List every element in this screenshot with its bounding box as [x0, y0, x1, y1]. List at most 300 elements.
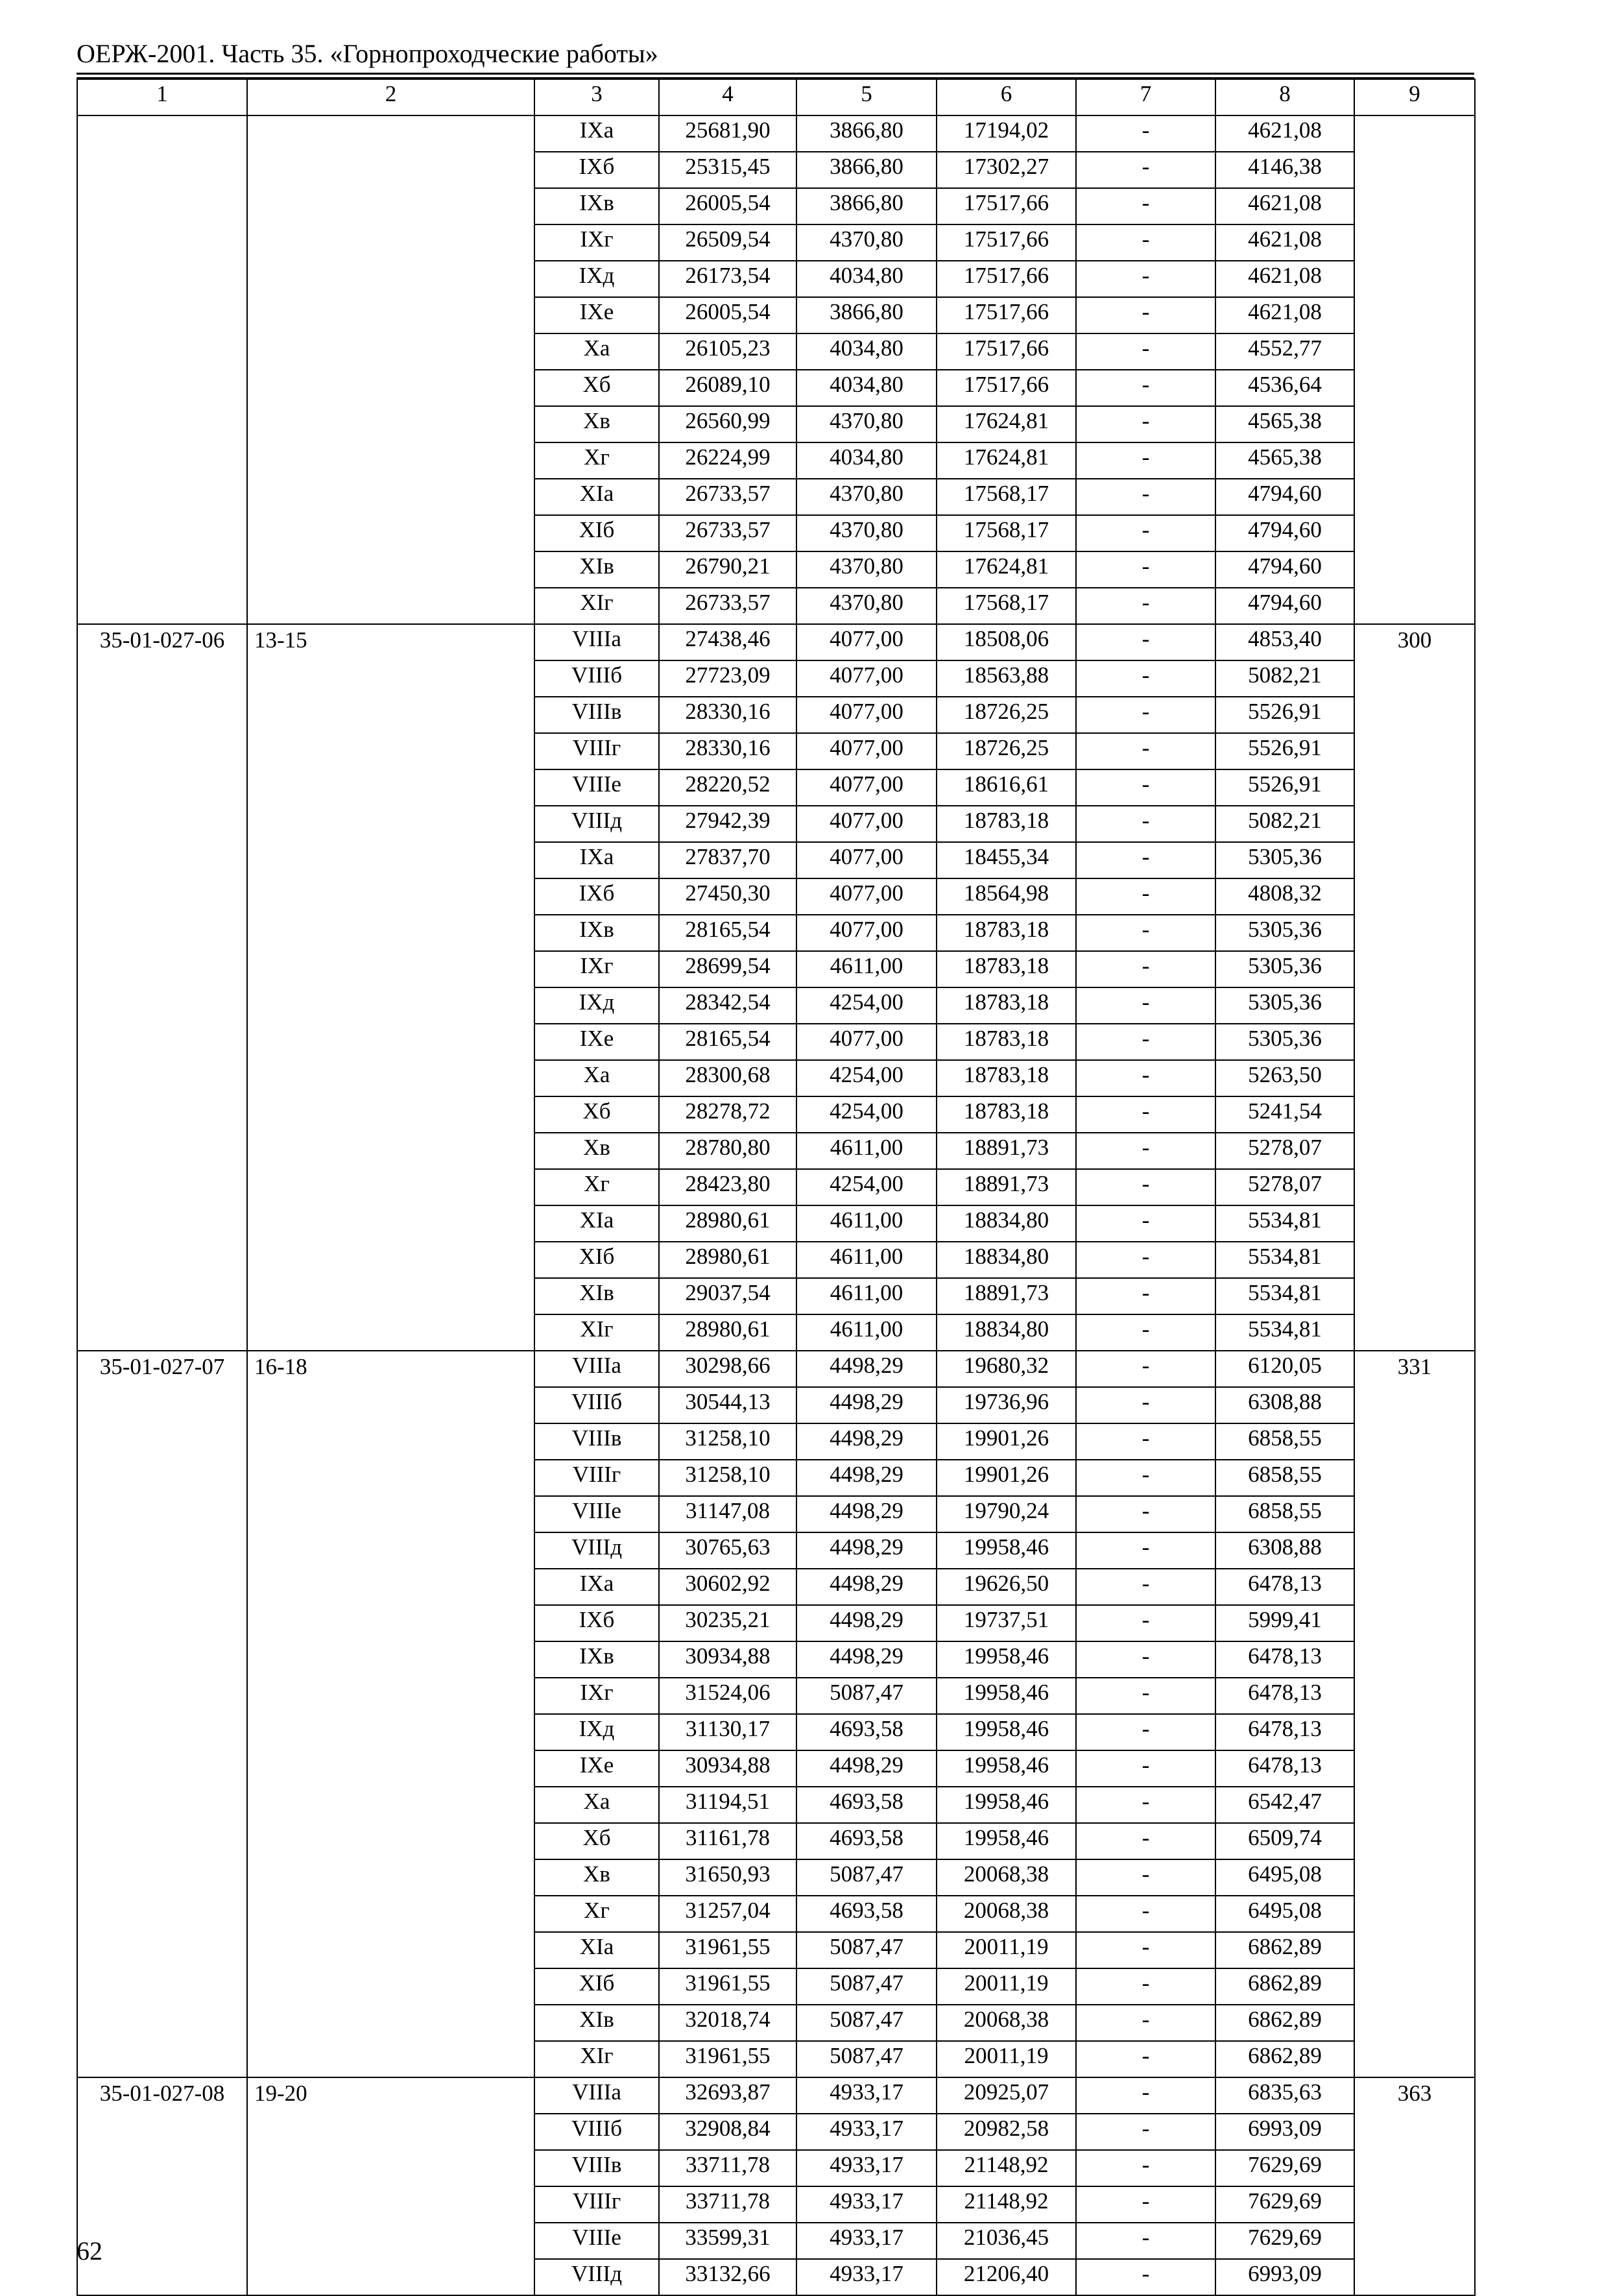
machine-cost-cell: 18616,61 — [937, 769, 1076, 806]
drivers-wage-cell: - — [1076, 588, 1215, 624]
labor-cost-cell: 4077,00 — [796, 769, 937, 806]
drivers-wage-cell: - — [1076, 115, 1215, 152]
materials-cost-cell: 4621,08 — [1215, 261, 1354, 297]
labor-cost-cell: 5087,47 — [796, 2041, 937, 2077]
category-cell: IXб — [534, 152, 659, 188]
machine-cost-cell: 18783,18 — [937, 987, 1076, 1024]
total-cost-cell: 27450,30 — [659, 878, 796, 915]
table-row — [77, 115, 1475, 152]
materials-cost-cell: 5534,81 — [1215, 1205, 1354, 1242]
labor-cost-cell: 4498,29 — [796, 1460, 937, 1496]
materials-cost-cell: 4621,08 — [1215, 297, 1354, 333]
total-cost-cell: 32693,87 — [659, 2077, 796, 2114]
labor-cost-cell: 4933,17 — [796, 2186, 937, 2223]
materials-cost-cell: 5082,21 — [1215, 660, 1354, 697]
machine-cost-cell: 18783,18 — [937, 915, 1076, 951]
total-cost-cell: 31524,06 — [659, 1678, 796, 1714]
total-cost-cell: 25315,45 — [659, 152, 796, 188]
labor-cost-cell: 4498,29 — [796, 1750, 937, 1787]
category-cell: Xб — [534, 1096, 659, 1133]
materials-cost-cell: 5534,81 — [1215, 1314, 1354, 1351]
category-cell: VIIIг — [534, 733, 659, 769]
drivers-wage-cell: - — [1076, 1060, 1215, 1096]
labor-cost-cell: 4611,00 — [796, 1314, 937, 1351]
labor-cost-cell: 5087,47 — [796, 1968, 937, 2005]
materials-cost-cell: 6495,08 — [1215, 1896, 1354, 1932]
drivers-wage-cell: - — [1076, 1024, 1215, 1060]
category-cell: XIа — [534, 1932, 659, 1968]
category-cell: Xг — [534, 442, 659, 479]
materials-cost-cell: 6120,05 — [1215, 1351, 1354, 1387]
machine-cost-cell: 19958,46 — [937, 1714, 1076, 1750]
drivers-wage-cell: - — [1076, 915, 1215, 951]
labor-cost-cell: 4611,00 — [796, 1205, 937, 1242]
drivers-wage-cell: - — [1076, 370, 1215, 406]
total-cost-cell: 26224,99 — [659, 442, 796, 479]
materials-cost-cell: 4794,60 — [1215, 588, 1354, 624]
column-number: 3 — [534, 79, 659, 115]
drivers-wage-cell: - — [1076, 1750, 1215, 1787]
labor-cost-cell: 4611,00 — [796, 1242, 937, 1278]
rate-code: 35-01-027-06 — [77, 624, 247, 1351]
rate-code: 35-01-027-08 — [77, 2077, 247, 2295]
category-cell: Xа — [534, 333, 659, 370]
total-cost-cell: 26733,57 — [659, 588, 796, 624]
labor-cost-cell: 4693,58 — [796, 1787, 937, 1823]
labor-cost-cell: 4933,17 — [796, 2259, 937, 2295]
category-cell: VIIIа — [534, 2077, 659, 2114]
category-cell: IXг — [534, 1678, 659, 1714]
category-cell: VIIIд — [534, 2259, 659, 2295]
total-cost-cell: 28220,52 — [659, 769, 796, 806]
materials-cost-cell: 5526,91 — [1215, 769, 1354, 806]
labor-cost-cell: 4077,00 — [796, 624, 937, 660]
materials-cost-cell: 4794,60 — [1215, 551, 1354, 588]
labor-cost-cell: 4498,29 — [796, 1569, 937, 1605]
column-number: 6 — [937, 79, 1076, 115]
drivers-wage-cell: - — [1076, 2041, 1215, 2077]
total-cost-cell: 28342,54 — [659, 987, 796, 1024]
total-cost-cell: 30235,21 — [659, 1605, 796, 1641]
labor-cost-cell: 4370,80 — [796, 479, 937, 515]
drivers-wage-cell: - — [1076, 442, 1215, 479]
labor-cost-cell: 4034,80 — [796, 442, 937, 479]
category-cell: XIг — [534, 1314, 659, 1351]
materials-cost-cell: 4853,40 — [1215, 624, 1354, 660]
category-cell: IXб — [534, 878, 659, 915]
drivers-wage-cell: - — [1076, 1351, 1215, 1387]
rate-extra: 363 — [1354, 2077, 1475, 2295]
drivers-wage-cell: - — [1076, 842, 1215, 878]
total-cost-cell: 28330,16 — [659, 733, 796, 769]
total-cost-cell: 31258,10 — [659, 1423, 796, 1460]
materials-cost-cell: 5305,36 — [1215, 842, 1354, 878]
total-cost-cell: 28980,61 — [659, 1314, 796, 1351]
materials-cost-cell: 6993,09 — [1215, 2114, 1354, 2150]
labor-cost-cell: 4611,00 — [796, 1133, 937, 1169]
machine-cost-cell: 19901,26 — [937, 1423, 1076, 1460]
materials-cost-cell: 7629,69 — [1215, 2186, 1354, 2223]
category-cell: XIб — [534, 1242, 659, 1278]
labor-cost-cell: 4077,00 — [796, 806, 937, 842]
labor-cost-cell: 3866,80 — [796, 188, 937, 224]
labor-cost-cell: 3866,80 — [796, 152, 937, 188]
category-cell: XIв — [534, 2005, 659, 2041]
category-cell: Xг — [534, 1896, 659, 1932]
total-cost-cell: 33599,31 — [659, 2223, 796, 2259]
materials-cost-cell: 5534,81 — [1215, 1278, 1354, 1314]
table-row — [77, 624, 1475, 660]
labor-cost-cell: 4034,80 — [796, 370, 937, 406]
machine-cost-cell: 17517,66 — [937, 297, 1076, 333]
materials-cost-cell: 4794,60 — [1215, 515, 1354, 551]
category-cell: Xг — [534, 1169, 659, 1205]
total-cost-cell: 27438,46 — [659, 624, 796, 660]
labor-cost-cell: 4077,00 — [796, 660, 937, 697]
total-cost-cell: 28423,80 — [659, 1169, 796, 1205]
drivers-wage-cell: - — [1076, 624, 1215, 660]
category-cell: IXе — [534, 297, 659, 333]
drivers-wage-cell: - — [1076, 2223, 1215, 2259]
total-cost-cell: 29037,54 — [659, 1278, 796, 1314]
total-cost-cell: 28980,61 — [659, 1205, 796, 1242]
machine-cost-cell: 18783,18 — [937, 1024, 1076, 1060]
machine-cost-cell: 19958,46 — [937, 1641, 1076, 1678]
labor-cost-cell: 5087,47 — [796, 1932, 937, 1968]
labor-cost-cell: 5087,47 — [796, 1859, 937, 1896]
category-cell: VIIIд — [534, 1532, 659, 1569]
machine-cost-cell: 17517,66 — [937, 333, 1076, 370]
materials-cost-cell: 5999,41 — [1215, 1605, 1354, 1641]
materials-cost-cell: 6478,13 — [1215, 1641, 1354, 1678]
machine-cost-cell: 17194,02 — [937, 115, 1076, 152]
total-cost-cell: 31130,17 — [659, 1714, 796, 1750]
machine-cost-cell: 21206,40 — [937, 2259, 1076, 2295]
machine-cost-cell: 17517,66 — [937, 224, 1076, 261]
machine-cost-cell: 18455,34 — [937, 842, 1076, 878]
total-cost-cell: 26733,57 — [659, 515, 796, 551]
total-cost-cell: 26790,21 — [659, 551, 796, 588]
labor-cost-cell: 4498,29 — [796, 1423, 937, 1460]
machine-cost-cell: 20982,58 — [937, 2114, 1076, 2150]
column-number: 9 — [1354, 79, 1475, 115]
category-cell: VIIIа — [534, 1351, 659, 1387]
drivers-wage-cell: - — [1076, 1460, 1215, 1496]
machine-cost-cell: 21036,45 — [937, 2223, 1076, 2259]
header-rule — [77, 73, 1474, 75]
column-number: 1 — [77, 79, 247, 115]
rate-range: 19-20 — [247, 2077, 534, 2295]
machine-cost-cell: 18783,18 — [937, 951, 1076, 987]
total-cost-cell: 25681,90 — [659, 115, 796, 152]
drivers-wage-cell: - — [1076, 1787, 1215, 1823]
total-cost-cell: 28165,54 — [659, 1024, 796, 1060]
machine-cost-cell: 19958,46 — [937, 1532, 1076, 1569]
total-cost-cell: 31650,93 — [659, 1859, 796, 1896]
drivers-wage-cell: - — [1076, 188, 1215, 224]
materials-cost-cell: 6478,13 — [1215, 1714, 1354, 1750]
machine-cost-cell: 18783,18 — [937, 1096, 1076, 1133]
materials-cost-cell: 5526,91 — [1215, 697, 1354, 733]
drivers-wage-cell: - — [1076, 1387, 1215, 1423]
total-cost-cell: 27942,39 — [659, 806, 796, 842]
labor-cost-cell: 4254,00 — [796, 1169, 937, 1205]
table-row — [77, 2077, 1475, 2114]
labor-cost-cell: 4498,29 — [796, 1496, 937, 1532]
machine-cost-cell: 20011,19 — [937, 1932, 1076, 1968]
drivers-wage-cell: - — [1076, 2005, 1215, 2041]
total-cost-cell: 31961,55 — [659, 1968, 796, 2005]
drivers-wage-cell: - — [1076, 297, 1215, 333]
materials-cost-cell: 5305,36 — [1215, 1024, 1354, 1060]
rates-table — [77, 79, 1476, 2296]
drivers-wage-cell: - — [1076, 1532, 1215, 1569]
machine-cost-cell: 18783,18 — [937, 806, 1076, 842]
table-row — [77, 1351, 1475, 1387]
drivers-wage-cell: - — [1076, 261, 1215, 297]
total-cost-cell: 26005,54 — [659, 297, 796, 333]
category-cell: IXе — [534, 1024, 659, 1060]
materials-cost-cell: 6509,74 — [1215, 1823, 1354, 1859]
page-number: 62 — [77, 2236, 102, 2266]
category-cell: Xв — [534, 1859, 659, 1896]
labor-cost-cell: 5087,47 — [796, 2005, 937, 2041]
machine-cost-cell: 18508,06 — [937, 624, 1076, 660]
category-cell: IXв — [534, 188, 659, 224]
machine-cost-cell: 20925,07 — [937, 2077, 1076, 2114]
machine-cost-cell: 19901,26 — [937, 1460, 1076, 1496]
machine-cost-cell: 19958,46 — [937, 1787, 1076, 1823]
materials-cost-cell: 5278,07 — [1215, 1133, 1354, 1169]
labor-cost-cell: 4933,17 — [796, 2077, 937, 2114]
drivers-wage-cell: - — [1076, 806, 1215, 842]
labor-cost-cell: 4693,58 — [796, 1823, 937, 1859]
total-cost-cell: 28980,61 — [659, 1242, 796, 1278]
labor-cost-cell: 5087,47 — [796, 1678, 937, 1714]
machine-cost-cell: 18891,73 — [937, 1169, 1076, 1205]
machine-cost-cell: 20068,38 — [937, 1896, 1076, 1932]
machine-cost-cell: 18783,18 — [937, 1060, 1076, 1096]
category-cell: IXе — [534, 1750, 659, 1787]
category-cell: IXд — [534, 261, 659, 297]
materials-cost-cell: 5082,21 — [1215, 806, 1354, 842]
labor-cost-cell: 4498,29 — [796, 1605, 937, 1641]
labor-cost-cell: 4370,80 — [796, 588, 937, 624]
total-cost-cell: 31161,78 — [659, 1823, 796, 1859]
labor-cost-cell: 4077,00 — [796, 733, 937, 769]
drivers-wage-cell: - — [1076, 2186, 1215, 2223]
machine-cost-cell: 21148,92 — [937, 2186, 1076, 2223]
labor-cost-cell: 4933,17 — [796, 2223, 937, 2259]
category-cell: IXг — [534, 224, 659, 261]
labor-cost-cell: 3866,80 — [796, 297, 937, 333]
machine-cost-cell: 20011,19 — [937, 1968, 1076, 2005]
total-cost-cell: 30602,92 — [659, 1569, 796, 1605]
total-cost-cell: 32908,84 — [659, 2114, 796, 2150]
materials-cost-cell: 4621,08 — [1215, 188, 1354, 224]
category-cell: VIIIа — [534, 624, 659, 660]
materials-cost-cell: 6862,89 — [1215, 1968, 1354, 2005]
rate-range: 13-15 — [247, 624, 534, 1351]
drivers-wage-cell: - — [1076, 1569, 1215, 1605]
machine-cost-cell: 19958,46 — [937, 1678, 1076, 1714]
total-cost-cell: 32018,74 — [659, 2005, 796, 2041]
rate-extra — [1354, 115, 1475, 624]
drivers-wage-cell: - — [1076, 1133, 1215, 1169]
drivers-wage-cell: - — [1076, 1678, 1215, 1714]
materials-cost-cell: 6478,13 — [1215, 1569, 1354, 1605]
labor-cost-cell: 4498,29 — [796, 1532, 937, 1569]
drivers-wage-cell: - — [1076, 1932, 1215, 1968]
total-cost-cell: 28165,54 — [659, 915, 796, 951]
column-number: 8 — [1215, 79, 1354, 115]
machine-cost-cell: 20011,19 — [937, 2041, 1076, 2077]
labor-cost-cell: 4370,80 — [796, 551, 937, 588]
materials-cost-cell: 6858,55 — [1215, 1460, 1354, 1496]
category-cell: IXа — [534, 115, 659, 152]
machine-cost-cell: 19958,46 — [937, 1823, 1076, 1859]
drivers-wage-cell: - — [1076, 515, 1215, 551]
labor-cost-cell: 4693,58 — [796, 1714, 937, 1750]
total-cost-cell: 28300,68 — [659, 1060, 796, 1096]
drivers-wage-cell: - — [1076, 1314, 1215, 1351]
drivers-wage-cell: - — [1076, 660, 1215, 697]
materials-cost-cell: 4565,38 — [1215, 442, 1354, 479]
drivers-wage-cell: - — [1076, 1641, 1215, 1678]
machine-cost-cell: 17624,81 — [937, 551, 1076, 588]
materials-cost-cell: 4146,38 — [1215, 152, 1354, 188]
total-cost-cell: 26509,54 — [659, 224, 796, 261]
materials-cost-cell: 4621,08 — [1215, 224, 1354, 261]
materials-cost-cell: 4794,60 — [1215, 479, 1354, 515]
total-cost-cell: 31257,04 — [659, 1896, 796, 1932]
category-cell: XIг — [534, 2041, 659, 2077]
drivers-wage-cell: - — [1076, 1096, 1215, 1133]
labor-cost-cell: 4498,29 — [796, 1641, 937, 1678]
machine-cost-cell: 19680,32 — [937, 1351, 1076, 1387]
drivers-wage-cell: - — [1076, 1423, 1215, 1460]
materials-cost-cell: 5305,36 — [1215, 915, 1354, 951]
drivers-wage-cell: - — [1076, 1896, 1215, 1932]
materials-cost-cell: 6858,55 — [1215, 1496, 1354, 1532]
total-cost-cell: 31961,55 — [659, 2041, 796, 2077]
total-cost-cell: 33711,78 — [659, 2186, 796, 2223]
materials-cost-cell: 4536,64 — [1215, 370, 1354, 406]
category-cell: Xв — [534, 1133, 659, 1169]
drivers-wage-cell: - — [1076, 406, 1215, 442]
labor-cost-cell: 4254,00 — [796, 1096, 937, 1133]
drivers-wage-cell: - — [1076, 1242, 1215, 1278]
total-cost-cell: 26005,54 — [659, 188, 796, 224]
category-cell: IXа — [534, 1569, 659, 1605]
drivers-wage-cell: - — [1076, 551, 1215, 588]
column-number: 5 — [796, 79, 937, 115]
drivers-wage-cell: - — [1076, 769, 1215, 806]
materials-cost-cell: 5305,36 — [1215, 987, 1354, 1024]
materials-cost-cell: 6542,47 — [1215, 1787, 1354, 1823]
labor-cost-cell: 4498,29 — [796, 1387, 937, 1423]
machine-cost-cell: 17517,66 — [937, 261, 1076, 297]
drivers-wage-cell: - — [1076, 1823, 1215, 1859]
drivers-wage-cell: - — [1076, 987, 1215, 1024]
category-cell: VIIIв — [534, 697, 659, 733]
materials-cost-cell: 6858,55 — [1215, 1423, 1354, 1460]
labor-cost-cell: 4370,80 — [796, 224, 937, 261]
rate-code: 35-01-027-07 — [77, 1351, 247, 2077]
machine-cost-cell: 17517,66 — [937, 370, 1076, 406]
materials-cost-cell: 5305,36 — [1215, 951, 1354, 987]
total-cost-cell: 30298,66 — [659, 1351, 796, 1387]
machine-cost-cell: 21148,92 — [937, 2150, 1076, 2186]
labor-cost-cell: 4498,29 — [796, 1351, 937, 1387]
total-cost-cell: 33132,66 — [659, 2259, 796, 2295]
materials-cost-cell: 5526,91 — [1215, 733, 1354, 769]
labor-cost-cell: 4254,00 — [796, 1060, 937, 1096]
labor-cost-cell: 4077,00 — [796, 878, 937, 915]
machine-cost-cell: 19790,24 — [937, 1496, 1076, 1532]
total-cost-cell: 33711,78 — [659, 2150, 796, 2186]
materials-cost-cell: 5278,07 — [1215, 1169, 1354, 1205]
category-cell: Xа — [534, 1787, 659, 1823]
materials-cost-cell: 5534,81 — [1215, 1242, 1354, 1278]
drivers-wage-cell: - — [1076, 733, 1215, 769]
materials-cost-cell: 4808,32 — [1215, 878, 1354, 915]
category-cell: VIIIб — [534, 1387, 659, 1423]
rate-extra: 300 — [1354, 624, 1475, 1351]
materials-cost-cell: 7629,69 — [1215, 2223, 1354, 2259]
category-cell: Xв — [534, 406, 659, 442]
total-cost-cell: 28330,16 — [659, 697, 796, 733]
column-number: 4 — [659, 79, 796, 115]
category-cell: VIIIе — [534, 769, 659, 806]
total-cost-cell: 28278,72 — [659, 1096, 796, 1133]
materials-cost-cell: 6308,88 — [1215, 1532, 1354, 1569]
labor-cost-cell: 4077,00 — [796, 697, 937, 733]
total-cost-cell: 31147,08 — [659, 1496, 796, 1532]
total-cost-cell: 31194,51 — [659, 1787, 796, 1823]
machine-cost-cell: 17568,17 — [937, 479, 1076, 515]
total-cost-cell: 30934,88 — [659, 1750, 796, 1787]
rate-extra: 331 — [1354, 1351, 1475, 2077]
category-cell: VIIIб — [534, 660, 659, 697]
materials-cost-cell: 6495,08 — [1215, 1859, 1354, 1896]
category-cell: XIа — [534, 1205, 659, 1242]
labor-cost-cell: 3866,80 — [796, 115, 937, 152]
drivers-wage-cell: - — [1076, 2114, 1215, 2150]
machine-cost-cell: 17517,66 — [937, 188, 1076, 224]
drivers-wage-cell: - — [1076, 333, 1215, 370]
machine-cost-cell: 18564,98 — [937, 878, 1076, 915]
category-cell: VIIIб — [534, 2114, 659, 2150]
rate-range — [247, 115, 534, 624]
category-cell: XIа — [534, 479, 659, 515]
category-cell: IXв — [534, 915, 659, 951]
drivers-wage-cell: - — [1076, 1859, 1215, 1896]
drivers-wage-cell: - — [1076, 1714, 1215, 1750]
category-cell: VIIIв — [534, 2150, 659, 2186]
machine-cost-cell: 18563,88 — [937, 660, 1076, 697]
drivers-wage-cell: - — [1076, 1278, 1215, 1314]
materials-cost-cell: 6862,89 — [1215, 1932, 1354, 1968]
drivers-wage-cell: - — [1076, 2077, 1215, 2114]
labor-cost-cell: 4370,80 — [796, 515, 937, 551]
materials-cost-cell: 6862,89 — [1215, 2005, 1354, 2041]
machine-cost-cell: 19958,46 — [937, 1750, 1076, 1787]
total-cost-cell: 28699,54 — [659, 951, 796, 987]
category-cell: XIв — [534, 1278, 659, 1314]
total-cost-cell: 26105,23 — [659, 333, 796, 370]
total-cost-cell: 30934,88 — [659, 1641, 796, 1678]
